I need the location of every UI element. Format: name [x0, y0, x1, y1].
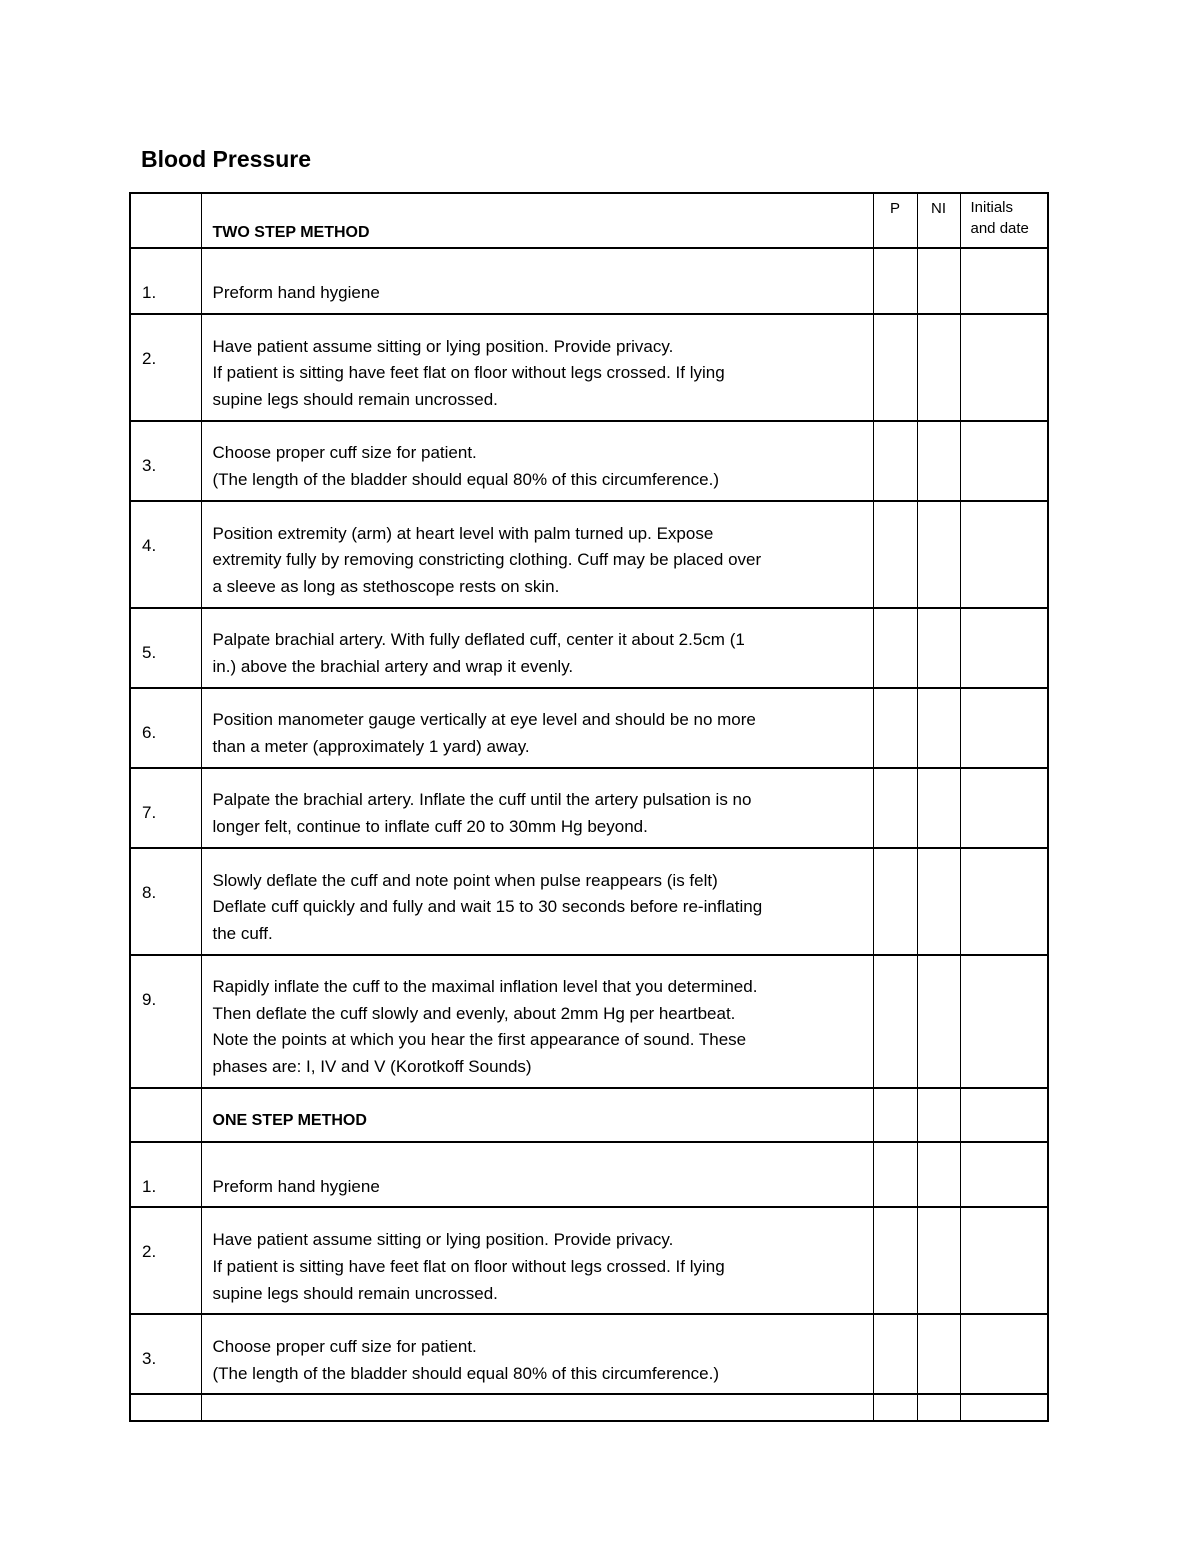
table-row	[130, 1142, 1048, 1208]
step-description-line: If patient is sitting have feet flat on floor without legs crossed. If lying	[212, 363, 725, 383]
initials-date-column-header	[960, 193, 1048, 248]
p-checkbox-cell[interactable]	[873, 248, 917, 314]
p-checkbox-cell[interactable]	[873, 1088, 917, 1142]
step-number: 7.	[142, 802, 157, 822]
step-number-cell	[130, 768, 201, 848]
step-number: 3.	[142, 1349, 157, 1369]
table-header-row	[130, 193, 1048, 248]
ni-checkbox-cell[interactable]	[917, 848, 960, 955]
step-number-cell	[130, 421, 201, 501]
initials-date-cell[interactable]	[960, 848, 1048, 955]
empty-table-row	[130, 1394, 1048, 1421]
table-row	[130, 1207, 1048, 1314]
one-step-method-heading: ONE STEP METHOD	[212, 1112, 367, 1129]
empty-number-cell	[130, 1088, 201, 1142]
table-row	[130, 421, 1048, 501]
step-description-line: Have patient assume sitting or lying position. Provide privacy.	[212, 1230, 674, 1250]
step-description-line: Rapidly inflate the cuff to the maximal inflation level that you determined.	[212, 977, 758, 997]
step-number: 4.	[142, 535, 157, 555]
step-description-line: Preform hand hygiene	[212, 283, 380, 302]
step-description-line: Slowly deflate the cuff and note point when pulse reappears (is felt)	[212, 870, 718, 890]
step-description-line: Palpate the brachial artery. Inflate the cuff until the artery pulsation is no	[212, 790, 752, 810]
step-description-line: than a meter (approximately 1 yard) away.	[212, 737, 530, 756]
empty-number-cell	[130, 1394, 201, 1421]
table-row	[130, 768, 1048, 848]
initials-date-cell[interactable]	[960, 1088, 1048, 1142]
step-number: 9.	[142, 989, 157, 1009]
table-row	[130, 248, 1048, 314]
step-description-line: extremity fully by removing constricting clothing. Cuff may be placed over	[212, 550, 762, 570]
p-checkbox-cell[interactable]	[873, 848, 917, 955]
empty-description-cell	[201, 1394, 873, 1421]
step-number: 1.	[142, 1176, 157, 1196]
ni-checkbox-cell[interactable]	[917, 1142, 960, 1208]
initials-date-cell[interactable]	[960, 421, 1048, 501]
two-step-method-heading: TWO STEP METHOD	[212, 224, 370, 242]
ni-checkbox-cell[interactable]	[917, 768, 960, 848]
number-column-header	[130, 193, 201, 248]
step-description-cell	[201, 768, 873, 848]
ni-checkbox-cell[interactable]	[917, 421, 960, 501]
ni-checkbox-cell[interactable]	[917, 314, 960, 421]
ni-checkbox-cell[interactable]	[917, 608, 960, 688]
step-number: 2.	[142, 348, 157, 368]
step-number: 6.	[142, 722, 157, 742]
p-checkbox-cell[interactable]	[873, 955, 917, 1088]
step-description-line: Deflate cuff quickly and fully and wait 15 to 30 seconds before re-inflating	[212, 897, 763, 917]
p-checkbox-cell[interactable]	[873, 688, 917, 768]
table-row	[130, 608, 1048, 688]
initials-date-cell[interactable]	[960, 314, 1048, 421]
p-checkbox-cell[interactable]	[873, 608, 917, 688]
step-number-cell	[130, 501, 201, 608]
step-number: 5.	[142, 642, 157, 662]
step-description-line: longer felt, continue to inflate cuff 20 to 30mm Hg beyond.	[212, 817, 648, 836]
two-step-method-heading-cell	[201, 193, 873, 248]
step-description-cell	[201, 1207, 873, 1314]
step-number-cell	[130, 248, 201, 314]
p-checkbox-cell[interactable]	[873, 1314, 917, 1394]
table-row	[130, 501, 1048, 608]
step-description-line: a sleeve as long as stethoscope rests on skin.	[212, 577, 560, 596]
p-column-header: P	[873, 193, 917, 248]
ni-checkbox-cell[interactable]	[917, 1207, 960, 1314]
ni-checkbox-cell[interactable]	[917, 688, 960, 768]
ni-checkbox-cell[interactable]	[917, 1314, 960, 1394]
initials-date-cell[interactable]	[960, 501, 1048, 608]
skills-checklist-table	[129, 192, 1049, 1422]
initials-date-cell[interactable]	[960, 248, 1048, 314]
step-description-line: Have patient assume sitting or lying position. Provide privacy.	[212, 336, 674, 356]
initials-date-cell[interactable]	[960, 955, 1048, 1088]
p-checkbox-cell[interactable]	[873, 1142, 917, 1208]
step-number: 2.	[142, 1242, 157, 1262]
step-description-line: (The length of the bladder should equal 80% of this circumference.)	[212, 1363, 720, 1383]
step-description-line: Then deflate the cuff slowly and evenly, about 2mm Hg per heartbeat.	[212, 1003, 736, 1023]
step-description-line: Choose proper cuff size for patient.	[212, 1337, 477, 1356]
step-description-line: Preform hand hygiene	[212, 1176, 380, 1196]
step-number-cell	[130, 1207, 201, 1314]
table-row	[130, 955, 1048, 1088]
initials-date-cell[interactable]	[960, 688, 1048, 768]
p-checkbox-cell[interactable]	[873, 314, 917, 421]
step-description-line: (The length of the bladder should equal 80% of this circumference.)	[212, 470, 720, 489]
step-number: 8.	[142, 882, 157, 902]
ni-checkbox-cell[interactable]	[917, 501, 960, 608]
ni-column-header: NI	[917, 193, 960, 248]
step-description-cell	[201, 608, 873, 688]
p-checkbox-cell[interactable]	[873, 1207, 917, 1314]
table-row	[130, 1314, 1048, 1394]
step-description-cell	[201, 248, 873, 314]
initials-label: Initials	[970, 199, 1014, 216]
table-row	[130, 688, 1048, 768]
step-description-cell	[201, 1142, 873, 1208]
step-description-line: phases are: I, IV and V (Korotkoff Sounds)	[212, 1057, 532, 1076]
step-number-cell	[130, 848, 201, 955]
step-description-line: the cuff.	[212, 924, 273, 943]
initials-date-cell[interactable]	[960, 1207, 1048, 1314]
initials-date-cell[interactable]	[960, 1394, 1048, 1421]
table-row	[130, 314, 1048, 421]
step-number: 1.	[142, 283, 157, 302]
page-title: Blood Pressure	[141, 146, 311, 172]
step-number-cell	[130, 688, 201, 768]
one-step-method-heading-cell	[201, 1088, 873, 1142]
step-description-line: Note the points at which you hear the first appearance of sound. These	[212, 1030, 747, 1050]
p-checkbox-cell[interactable]	[873, 768, 917, 848]
step-description-cell	[201, 848, 873, 955]
step-description-cell	[201, 421, 873, 501]
step-description-cell	[201, 501, 873, 608]
step-description-cell	[201, 1314, 873, 1394]
step-number-cell	[130, 314, 201, 421]
step-description-line: supine legs should remain uncrossed.	[212, 390, 498, 409]
p-checkbox-cell[interactable]	[873, 421, 917, 501]
step-description-cell	[201, 955, 873, 1088]
and-date-label: and date	[970, 220, 1029, 237]
ni-checkbox-cell[interactable]	[917, 1088, 960, 1142]
step-description-line: Position manometer gauge vertically at eye level and should be no more	[212, 710, 756, 730]
step-description-line: Choose proper cuff size for patient.	[212, 443, 477, 463]
step-description-line: Position extremity (arm) at heart level with palm turned up. Expose	[212, 523, 714, 543]
step-description-line: in.) above the brachial artery and wrap it evenly.	[212, 657, 574, 676]
initials-date-cell[interactable]	[960, 768, 1048, 848]
initials-date-cell[interactable]	[960, 608, 1048, 688]
step-number: 3.	[142, 455, 157, 475]
step-description-line: Palpate brachial artery. With fully deflated cuff, center it about 2.5cm (1	[212, 630, 745, 650]
step-number-cell	[130, 1142, 201, 1208]
initials-date-cell[interactable]	[960, 1314, 1048, 1394]
initials-date-cell[interactable]	[960, 1142, 1048, 1208]
step-description-cell	[201, 314, 873, 421]
ni-checkbox-cell[interactable]	[917, 248, 960, 314]
p-checkbox-cell[interactable]	[873, 1394, 917, 1421]
one-step-method-heading-row	[130, 1088, 1048, 1142]
step-number-cell	[130, 1314, 201, 1394]
table-row	[130, 848, 1048, 955]
ni-checkbox-cell[interactable]	[917, 1394, 960, 1421]
step-description-line: supine legs should remain uncrossed.	[212, 1283, 498, 1303]
step-number-cell	[130, 955, 201, 1088]
ni-checkbox-cell[interactable]	[917, 955, 960, 1088]
p-checkbox-cell[interactable]	[873, 501, 917, 608]
step-description-line: If patient is sitting have feet flat on floor without legs crossed. If lying	[212, 1257, 725, 1276]
step-number-cell	[130, 608, 201, 688]
step-description-cell	[201, 688, 873, 768]
